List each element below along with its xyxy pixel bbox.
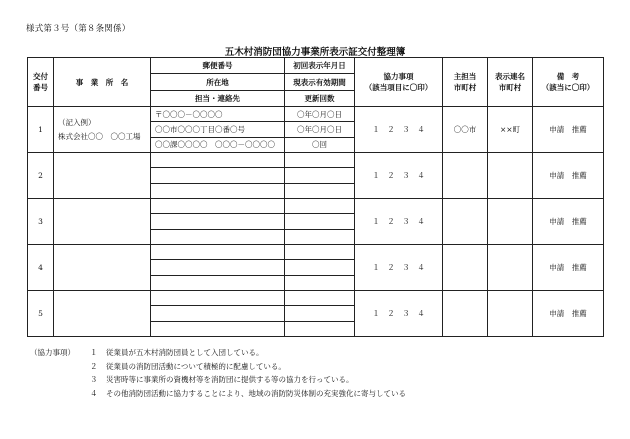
note-number: ３ (90, 375, 98, 384)
header-office-name: 事 業 所 名 (54, 58, 151, 107)
header-cooperation: 協力事項 （該当項目に〇印） (355, 58, 443, 107)
validity-cell (285, 214, 355, 229)
postal-cell (151, 244, 285, 259)
office-name-cell (54, 107, 151, 153)
cooperation-cell: １ ２ ３ ４ (355, 199, 443, 245)
municipality-cell (443, 199, 488, 245)
remarks-cell: 申請 推薦 (533, 107, 604, 153)
office-name-cell (54, 153, 151, 199)
table-row (28, 107, 604, 122)
note-text: その他消防団活動に協力することにより、地域の消防防災体制の充実強化に寄与している (106, 388, 406, 398)
address-cell: 〇〇市〇〇〇丁目〇番〇号 (151, 122, 285, 137)
office-name-cell (54, 290, 151, 336)
cooperation-cell: １ ２ ３ ４ (355, 107, 443, 153)
header-display-muni: 表示連名 市町村 (488, 58, 533, 107)
contact-cell (151, 321, 285, 336)
header-municipality: 主担当 市町村 (443, 58, 488, 107)
header-number: 交付 番号 (28, 58, 54, 107)
cooperation-cell: １ ２ ３ ４ (355, 290, 443, 336)
row-number: 2 (28, 153, 54, 199)
address-cell (151, 168, 285, 183)
contact-cell (151, 229, 285, 244)
header-address: 所在地 (151, 74, 285, 90)
address-cell (151, 260, 285, 275)
note-text: 災害時等に事業所の資機材等を消防団に提供する等の協力を行っている。 (106, 375, 354, 384)
notes-list (90, 346, 610, 400)
header-renewals: 更新回数 (285, 90, 355, 106)
display-muni-cell (488, 244, 533, 290)
header-postal: 郵便番号 (151, 58, 285, 74)
remarks-cell: 申請 推薦 (533, 290, 604, 336)
remarks-cell: 申請 推薦 (533, 199, 604, 245)
postal-cell (151, 290, 285, 305)
first-date-cell (285, 290, 355, 305)
notes-label: （協力事項） (30, 348, 75, 357)
validity-cell (285, 260, 355, 275)
header-contact: 担当・連絡先 (151, 90, 285, 106)
validity-cell (285, 168, 355, 183)
address-cell (151, 214, 285, 229)
renewals-cell (285, 229, 355, 244)
postal-cell (151, 153, 285, 168)
table-row (28, 153, 604, 168)
office-name-cell (54, 199, 151, 245)
display-muni-cell: ××町 (488, 107, 533, 153)
municipality-cell (443, 244, 488, 290)
renewals-cell (285, 321, 355, 336)
header-first-date: 初回表示年月日 (285, 58, 355, 74)
address-cell (151, 306, 285, 321)
cooperation-cell: １ ２ ３ ４ (355, 153, 443, 199)
header-validity: 現表示有効期間 (285, 74, 355, 90)
row-number: 4 (28, 244, 54, 290)
example-label: （記入例） (58, 117, 96, 127)
note-number: １ (90, 348, 98, 357)
display-muni-cell (488, 290, 533, 336)
note-item (90, 360, 610, 374)
row-number: 3 (28, 199, 54, 245)
row-number: 1 (28, 107, 54, 153)
first-date-cell (285, 199, 355, 214)
note-text: 従業員の消防団活動について積極的に配慮している。 (106, 361, 286, 371)
remarks-cell: 申請 推薦 (533, 153, 604, 199)
postal-cell (151, 199, 285, 214)
validity-cell: 〇年〇月〇日 (285, 122, 355, 137)
renewals-cell (285, 183, 355, 198)
renewals-cell (285, 275, 355, 290)
contact-cell (151, 183, 285, 198)
note-item (90, 346, 610, 360)
register-table (27, 57, 604, 337)
municipality-cell: 〇〇市 (443, 107, 488, 153)
remarks-cell: 申請 推薦 (533, 244, 604, 290)
display-muni-cell (488, 199, 533, 245)
document-title: 五木村消防団協力事業所表示証交付整理簿 (224, 47, 406, 58)
form-id: 様式第３号（第８条関係） (26, 24, 131, 34)
note-item (90, 387, 610, 401)
table-row (28, 244, 604, 259)
municipality-cell (443, 290, 488, 336)
office-name-cell (54, 244, 151, 290)
note-item (90, 373, 610, 387)
row-number: 5 (28, 290, 54, 336)
first-date-cell (285, 244, 355, 259)
contact-cell (151, 275, 285, 290)
example-company: 株式会社〇〇 〇〇工場 (58, 131, 141, 141)
header-remarks: 備 考 （該当に〇印） (533, 58, 604, 107)
contact-cell: 〇〇課〇〇〇〇 〇〇〇－〇〇〇〇 (151, 137, 285, 152)
table-row (28, 290, 604, 305)
postal-cell: 〒〇〇〇－〇〇〇〇 (151, 107, 285, 122)
first-date-cell: 〇年〇月〇日 (285, 107, 355, 122)
renewals-cell: 〇回 (285, 137, 355, 152)
first-date-cell (285, 153, 355, 168)
validity-cell (285, 306, 355, 321)
municipality-cell (443, 153, 488, 199)
note-number: ４ (90, 388, 98, 398)
display-muni-cell (488, 153, 533, 199)
note-text: 従業員が五木村消防団員として入団している。 (106, 348, 264, 357)
note-number: ２ (90, 361, 98, 371)
cooperation-cell: １ ２ ３ ４ (355, 244, 443, 290)
table-row (28, 199, 604, 214)
